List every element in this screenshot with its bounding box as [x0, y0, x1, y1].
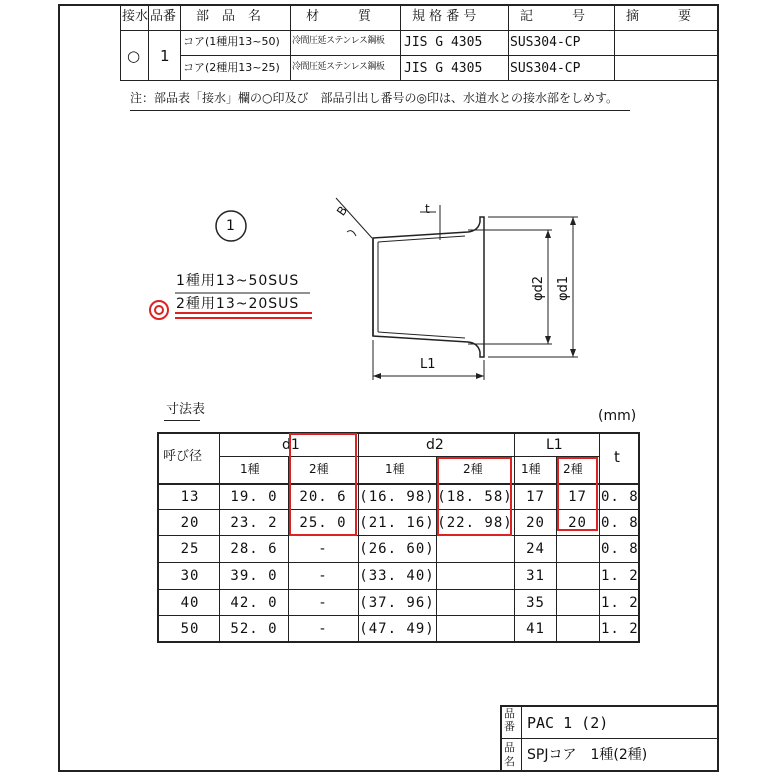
part-number-circle: 1 — [226, 218, 235, 234]
dim-cell-d1-1: 23. 2 — [230, 515, 278, 531]
code-1: SUS304-CP — [510, 35, 581, 50]
col-t: t — [614, 448, 620, 466]
col-nominal: 呼び径 — [163, 449, 203, 464]
type1-label: 1種用13~50SUS — [176, 273, 300, 289]
code-2: SUS304-CP — [510, 61, 581, 76]
connect-mark: ○ — [127, 47, 141, 65]
part-name-1: コア(1種用13~50) — [183, 35, 280, 48]
dim-unit: (mm) — [598, 408, 637, 424]
dim-cell-d1-1: 19. 0 — [230, 489, 278, 505]
header-name: 部 品 名 — [196, 9, 262, 24]
highlight-d2-type2 — [437, 457, 512, 536]
header-remark: 摘 要 — [626, 9, 692, 24]
dim-cell-d1-1: 39. 0 — [230, 568, 278, 584]
dim-cell-d1-1: 52. 0 — [230, 621, 278, 637]
standard-1: JIS G 4305 — [404, 35, 483, 50]
dim-cell-d2-2: (18. 58) — [437, 489, 513, 505]
dim-cell-n: 13 — [180, 489, 200, 505]
dim-cell-l1-1: 24 — [526, 541, 545, 557]
dim-cell-n: 25 — [180, 541, 200, 557]
part-name: SPJコア 1種(2種) — [527, 747, 648, 763]
part-num: 1 — [160, 47, 170, 65]
part-no-label-1: 品 — [504, 707, 515, 720]
dim-cell-l1-2: 17 — [568, 489, 587, 505]
dim-cell-l1-1: 31 — [526, 568, 545, 584]
dim-cell-d1-1: 42. 0 — [230, 595, 278, 611]
dim-cell-n: 40 — [180, 595, 200, 611]
dim-cell-d2-1: (21. 16) — [359, 515, 435, 531]
sub-d2-type2: 2種 — [463, 462, 483, 476]
dim-d1: φd1 — [556, 275, 572, 302]
highlight-l1-type2 — [557, 457, 598, 531]
part-name-label-2: 名 — [504, 755, 515, 768]
part-no: PAC 1 (2) — [527, 714, 609, 732]
part-name-label-1: 品 — [504, 741, 515, 754]
dim-cell-t: 1. 2 — [601, 568, 639, 584]
dim-cell-d2-2: (22. 98) — [437, 515, 513, 531]
header-code: 記 号 — [520, 9, 586, 24]
header-connect: 接水 — [122, 9, 149, 24]
sub-d1-type2: 2種 — [309, 462, 329, 476]
col-l1: L1 — [546, 437, 563, 453]
dim-cell-d2-1: (26. 60) — [359, 541, 435, 557]
dim-cell-d1-2: 25. 0 — [299, 515, 347, 531]
sub-d1-type1: 1種 — [240, 462, 260, 476]
sub-d2-type1: 1種 — [385, 462, 405, 476]
dim-t: t — [425, 202, 430, 216]
header-material: 材 質 — [306, 9, 372, 24]
dim-cell-d2-1: (37. 96) — [359, 595, 435, 611]
dim-table-title: 寸法表 — [166, 402, 206, 417]
dim-cell-l1-1: 41 — [526, 621, 545, 637]
type2-label: 2種用13~20SUS — [176, 296, 300, 312]
col-d2: d2 — [426, 437, 444, 453]
part-no-label-2: 番 — [504, 720, 515, 733]
dim-cell-l1-2: 20 — [568, 515, 587, 531]
dim-cell-d2-1: (47. 49) — [359, 621, 435, 637]
dim-cell-d1-2: - — [318, 621, 328, 637]
dim-cell-t: 0. 8 — [601, 489, 639, 505]
col-d1: d1 — [282, 437, 300, 453]
material-1: 冷間圧延ステンレス鋼板 — [292, 36, 385, 46]
dim-cell-t: 0. 8 — [601, 541, 639, 557]
highlight-d1-type2 — [289, 433, 357, 536]
dim-cell-l1-1: 35 — [526, 595, 545, 611]
dim-cell-t: 1. 2 — [601, 595, 639, 611]
dim-b: B — [334, 203, 351, 219]
dim-cell-l1-1: 20 — [526, 515, 545, 531]
sub-l1-type1: 1種 — [521, 462, 541, 476]
standard-2: JIS G 4305 — [404, 61, 483, 76]
header-standard: 規 格 番 号 — [412, 9, 477, 24]
header-num: 品番 — [150, 9, 177, 24]
dim-cell-t: 0. 8 — [601, 515, 639, 531]
dim-cell-n: 50 — [180, 621, 200, 637]
note-text: 注：部品表「接水」欄の○印及び 部品引出し番号の◎印は、水道水との接水部をしめす。 — [130, 91, 618, 105]
dim-cell-d1-2: 20. 6 — [299, 489, 347, 505]
dim-cell-t: 1. 2 — [601, 621, 639, 637]
dim-cell-n: 20 — [180, 515, 200, 531]
dim-cell-l1-1: 17 — [526, 489, 545, 505]
material-2: 冷間圧延ステンレス鋼板 — [292, 62, 385, 72]
dim-cell-d1-2: - — [318, 568, 328, 584]
dim-cell-d2-1: (16. 98) — [359, 489, 435, 505]
sub-l1-type2: 2種 — [563, 462, 583, 476]
dim-cell-d2-1: (33. 40) — [359, 568, 435, 584]
dim-d2: φd2 — [531, 275, 547, 302]
dim-l1: L1 — [420, 357, 436, 372]
part-name-2: コア(2種用13~25) — [183, 61, 280, 74]
dim-cell-n: 30 — [180, 568, 200, 584]
dim-cell-d1-2: - — [318, 595, 328, 611]
dim-cell-d1-1: 28. 6 — [230, 541, 278, 557]
dim-cell-d1-2: - — [318, 541, 328, 557]
